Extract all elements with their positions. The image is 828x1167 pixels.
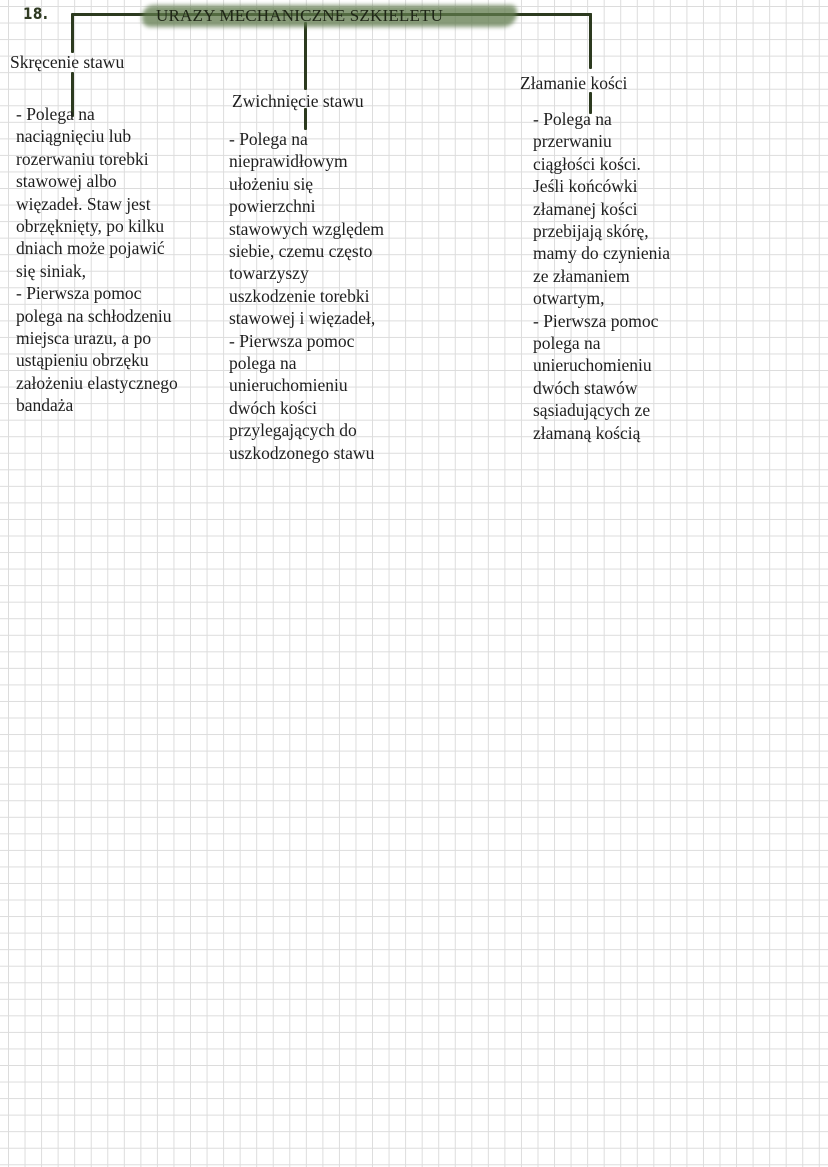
text-line: mamy do czynienia (533, 243, 671, 264)
text-line: otwartym, (533, 288, 605, 309)
text-line: towarzyszy (229, 263, 309, 284)
text-line: ułożeniu się (229, 173, 314, 194)
text-line: sąsiadujących ze (533, 400, 651, 421)
text-line: przebijają skórę, (533, 221, 649, 242)
text-line: powierzchni (229, 196, 316, 217)
text-line: stawowej i więzadeł, (229, 308, 376, 329)
text-line: - Polega na (16, 104, 95, 124)
text-line: dwóch kości (229, 397, 317, 418)
text-line: rozerwaniu torebki (16, 148, 149, 169)
text-line: polega na schłodzeniu (16, 305, 172, 326)
text-line: więzadeł. Staw jest (16, 193, 151, 214)
text-line: dniach może pojawić (16, 238, 165, 259)
column-body-zwichniecie (229, 128, 384, 464)
text-line: ze złamaniem (533, 265, 630, 286)
text-line: polega na (229, 353, 297, 374)
text-line: ustąpieniu obrzęku (16, 350, 149, 371)
text-line: unieruchomieniu (533, 355, 652, 376)
column-heading-skrecenie: Skręcenie stawu (10, 52, 125, 72)
title-block (148, 3, 518, 29)
text-line: obrzęknięty, po kilku (16, 216, 165, 237)
column-heading-zlamanie: Złamanie kości (520, 73, 628, 93)
text-line: stawowych względem (229, 218, 385, 239)
bracket-center-line (304, 22, 307, 90)
text-line: polega na (533, 333, 601, 354)
bracket-right-line (589, 13, 592, 69)
text-line: założeniu elastycznego (16, 372, 178, 393)
text-line: złamanej kości (533, 198, 638, 219)
text-line: przerwaniu (533, 131, 612, 152)
column-body-zlamanie (533, 108, 670, 444)
text-line: przylegających do (229, 420, 357, 441)
text-line: dwóch stawów (533, 377, 638, 398)
text-line: - Polega na (533, 109, 612, 129)
text-line: się siniak, (16, 260, 86, 281)
text-line: bandaża (16, 395, 74, 416)
text-line: uszkodzenie torebki (229, 285, 370, 306)
column-body-skrecenie (16, 103, 178, 417)
text-line: Jeśli końcówki (533, 176, 638, 197)
text-line: naciągnięciu lub (16, 126, 132, 147)
section-number: 18. (23, 4, 49, 23)
text-line: - Pierwsza pomoc (229, 330, 355, 351)
text-line: siebie, czemu często (229, 241, 373, 262)
text-line: - Polega na (229, 129, 308, 149)
text-line: nieprawidłowym (229, 151, 348, 172)
text-line: stawowej albo (16, 171, 117, 192)
page-title: URAZY MECHANICZNE SZKIELETU (156, 6, 444, 25)
bracket-left-line (71, 13, 74, 53)
text-line: - Pierwsza pomoc (16, 283, 142, 304)
text-line: - Pierwsza pomoc (533, 310, 659, 331)
text-line: miejsca urazu, a po (16, 328, 152, 349)
text-line: ciągłości kości. (533, 153, 641, 174)
column-heading-zwichniecie: Zwichnięcie stawu (232, 91, 364, 111)
text-line: uszkodzonego stawu (229, 442, 375, 463)
text-line: złamaną kością (533, 422, 641, 443)
text-line: unieruchomieniu (229, 375, 348, 396)
